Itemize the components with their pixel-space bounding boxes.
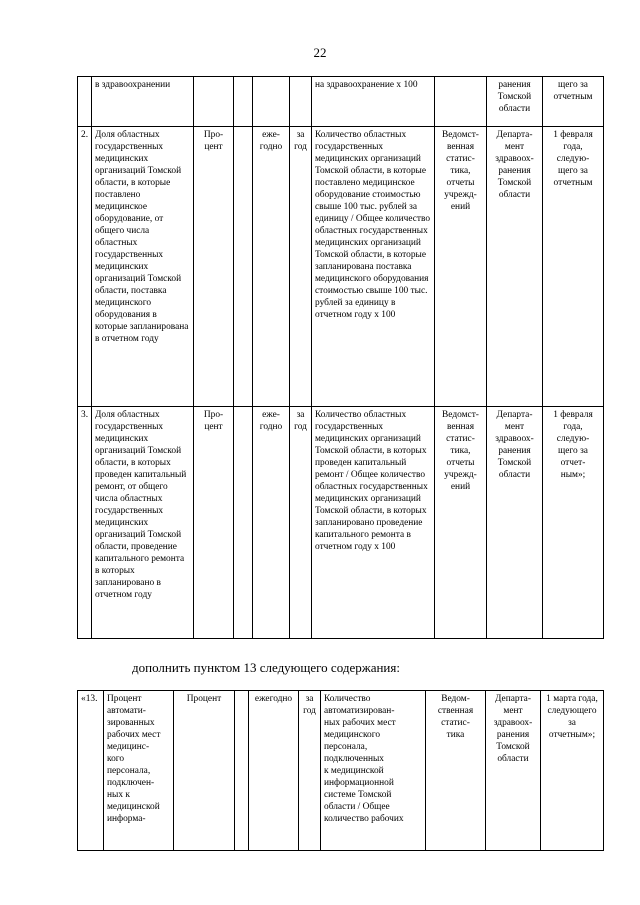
deadline: щего за отчетным: [543, 77, 604, 127]
unit: Про- цент: [194, 127, 234, 407]
indicators-table-continued: [77, 76, 604, 639]
table-row: [78, 127, 604, 407]
responsible-body: Департа- мент здравоох- ранения Томской области: [487, 407, 543, 639]
calculation-method: на здравоохранение х 100: [312, 77, 435, 127]
unit: Процент: [174, 691, 235, 851]
indicator-name: Доля областных государственных медицинских организаций Томской области, в которые поставлено медицинское оборудование, от общего числа областных государственных медицинских организаций Томской области, поставка медицинского оборудования в которые запланирована в отчетном году: [92, 127, 194, 407]
frequency: ежегодно: [249, 691, 299, 851]
responsible-body: Департа- мент здравоох- ранения Томской области: [487, 127, 543, 407]
empty-cell: [235, 691, 249, 851]
frequency: [253, 77, 290, 127]
unit: Про- цент: [194, 407, 234, 639]
data-source: Ведом- ственная статис- тика: [426, 691, 486, 851]
table-row: [78, 407, 604, 639]
row-number: 3.: [78, 407, 92, 639]
unit: [194, 77, 234, 127]
page-number: 22: [313, 45, 327, 60]
calculation-method: Количество автоматизирован- ных рабочих мест медицинского персонала, подключенных к медицинской информационной системе Томской области / Общее количество рабочих: [321, 691, 426, 851]
empty-cell: [234, 407, 253, 639]
responsible-body: ранения Томской области: [487, 77, 543, 127]
indicator-name: Процент автомати- зированных рабочих мест медицинс- кого персонала, подключен- ных к медицинской информа-: [104, 691, 174, 851]
responsible-body: Департа- мент здравоох- ранения Томской области: [486, 691, 541, 851]
data-source: Ведомст- венная статис- тика, отчеты учрежд- ений: [435, 407, 487, 639]
period: за год: [299, 691, 321, 851]
row-number: 2.: [78, 127, 92, 407]
period: [290, 77, 312, 127]
deadline: 1 марта года, следующего за отчетным»;: [541, 691, 604, 851]
data-source: Ведомст- венная статис- тика, отчеты учрежд- ений: [435, 127, 487, 407]
row-number: «13.: [78, 691, 104, 851]
table-row: [78, 691, 604, 851]
deadline: 1 февраля года, следую- щего за отчет- ным»;: [543, 407, 604, 639]
deadline: 1 февраля года, следую- щего за отчетным: [543, 127, 604, 407]
row-number: [78, 77, 92, 127]
empty-cell: [234, 127, 253, 407]
period: за год: [290, 127, 312, 407]
empty-cell: [234, 77, 253, 127]
indicators-table-new-item: [77, 690, 604, 851]
calculation-method: Количество областных государственных медицинских организаций Томской области, в которых проведен капитальный ремонт / Общее количество областных государственных медицинских организаций Томской области, в которых запланировано проведение капитального ремонта в отчетном году х 100: [312, 407, 435, 639]
calculation-method: Количество областных государственных медицинских организаций Томской области, в которые поставлено медицинское оборудование стоимостью свыше 100 тыс. рублей за единицу / Общее количество областных государственных медицинских организаций Томской области, в которые запланирована поставка медицинского оборудования стоимостью свыше 100 тыс. рублей за единицу в отчетном году х 100: [312, 127, 435, 407]
data-source: [435, 77, 487, 127]
frequency: еже- годно: [253, 407, 290, 639]
indicator-name: Доля областных государственных медицинских организаций Томской области, в которых проведен капитальный ремонт, от общего числа областных государственных медицинских организаций Томской области, проведение капитального ремонта в которых запланировано в отчетном году: [92, 407, 194, 639]
table-row: [78, 77, 604, 127]
amendment-instruction: дополнить пунктом 13 следующего содержания:: [132, 660, 400, 675]
period: за год: [290, 407, 312, 639]
indicator-name: в здравоохранении: [92, 77, 194, 127]
frequency: еже- годно: [253, 127, 290, 407]
